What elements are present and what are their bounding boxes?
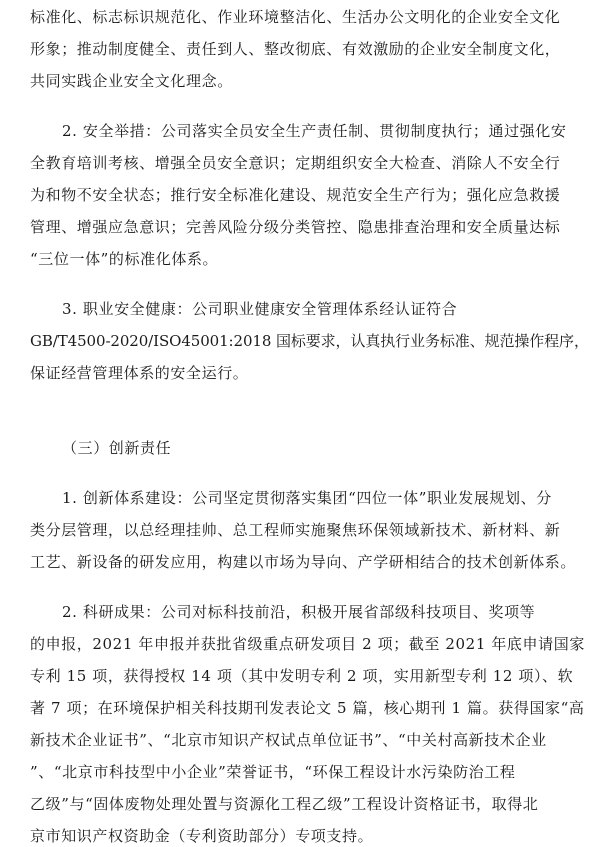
paragraph-line: 2. 安全举措：公司落实全员安全生产责任制、贯彻制度执行；通过强化安 [62, 122, 567, 140]
paragraph-line: 为和物不安全状态；推行安全标准化建设、规范安全生产行为；强化应急救援 [30, 186, 561, 204]
paragraph-line: 共同实践企业安全文化理念。 [30, 72, 233, 90]
paragraph-line: 全教育培训考核、增强全员安全意识；定期组织安全大检查、消除人不安全行 [30, 154, 561, 172]
paragraph-line: 2. 科研成果：公司对标科技前沿，积极开展省部级科技项目、奖项等 [62, 603, 536, 621]
paragraph-line: “三位一体”的标准化体系。 [30, 250, 219, 268]
paragraph-line: 管理、增强应急意识；完善风险分级分类管控、隐患排查治理和安全质量达标 [30, 218, 561, 236]
paragraph-line: 的申报，2021 年申报并获批省级重点研发项目 2 项；截至 2021 年底申请国家 [30, 635, 585, 653]
paragraph-line: 1. 创新体系建设：公司坚定贯彻落实集团“四位一体”职业发展规划、分 [62, 489, 552, 507]
paragraph-line: 类分层管理，以总经理挂帅、总工程师实施聚焦环保领域新技术、新材料、新 [30, 521, 561, 539]
paragraph-line: 乙级”与“固体废物处理处置与资源化工程乙级”工程设计资格证书，取得北 [30, 795, 539, 813]
section-heading: （三）创新责任 [62, 439, 172, 457]
paragraph-line: 标准化、标志标识规范化、作业环境整洁化、生活办公文明化的企业安全文化 [30, 8, 561, 26]
paragraph-line: 3. 职业安全健康：公司职业健康安全管理体系经认证符合 [62, 300, 458, 318]
paragraph-line: 专利 15 项，获得授权 14 项（其中发明专利 2 项，实用新型专利 12 项）、软 [30, 667, 574, 685]
paragraph-line: GB/T4500-2020/ISO45001:2018 国标要求，认真执行业务标准、规范操作程序， [30, 332, 589, 350]
paragraph-line: ”、“北京市科技型中小企业”荣誉证书，“环保工程设计水污染防治工程 [30, 763, 516, 781]
paragraph-line: 保证经营管理体系的安全运行。 [30, 364, 249, 382]
paragraph-line: 著 7 项；在环境保护相关科技期刊发表论文 5 篇，核心期刊 1 篇。获得国家“高 [30, 699, 585, 717]
paragraph-line: 工艺、新设备的研发应用，构建以市场为导向、产学研相结合的技术创新体系。 [30, 553, 577, 571]
paragraph-line: 新技术企业证书”、“北京市知识产权试点单位证书”、“中关村高新技术企业 [30, 731, 547, 749]
paragraph-line: 京市知识产权资助金（专利资助部分）专项支持。 [30, 827, 374, 845]
paragraph-line: 形象；推动制度健全、责任到人、整改彻底、有效激励的企业安全制度文化， [30, 40, 561, 58]
